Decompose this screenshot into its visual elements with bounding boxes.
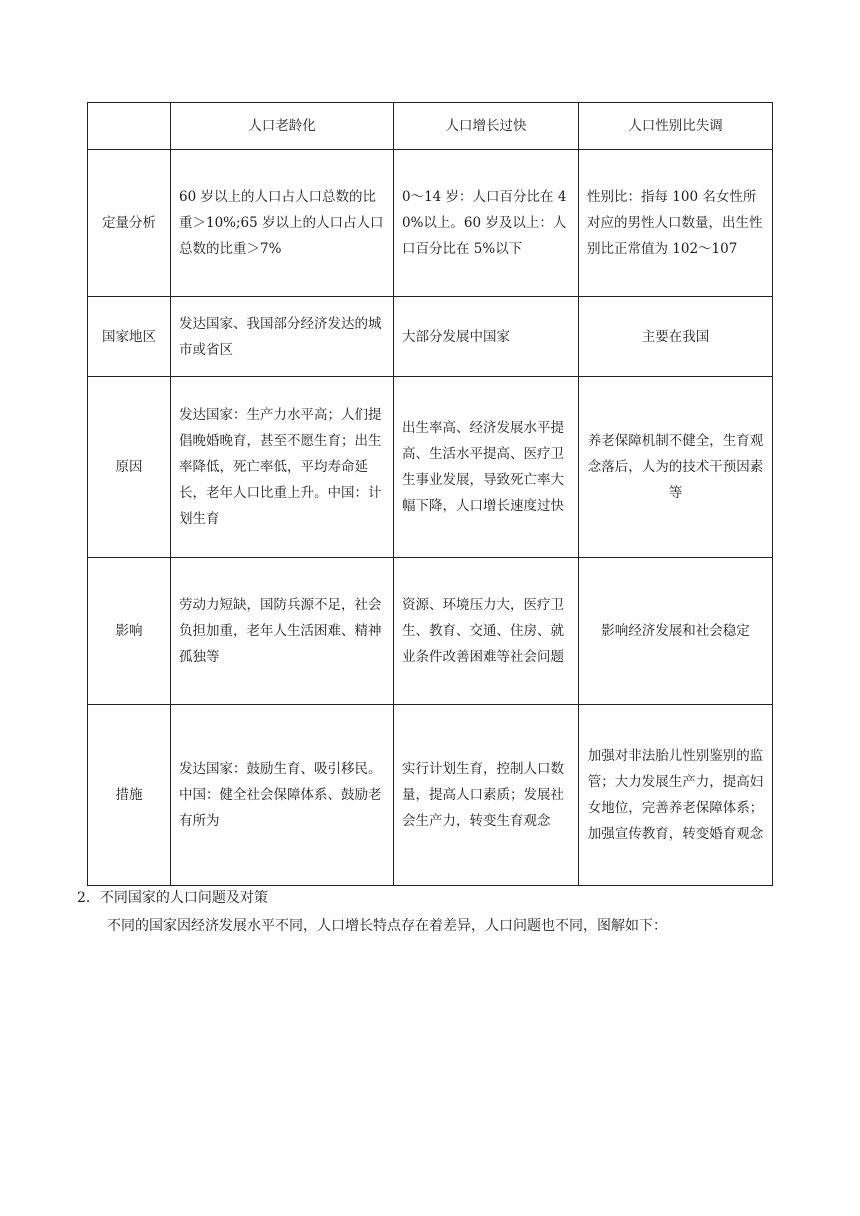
table-row [88,705,773,886]
table-cell: 主要在我国 [579,297,773,377]
table-cell: 大部分发展中国家 [394,297,579,377]
table-cell: 0～14 岁：人口百分比在 40%以上。60 岁及以上：人口百分比在 5%以下 [394,150,579,297]
table-cell: 劳动力短缺，国防兵源不足，社会负担加重，老年人生活困难、精神孤独等 [171,558,394,705]
table-cell: 出生率高、经济发展水平提高、生活水平提高、医疗卫生事业发展，导致死亡率大幅下降，人口增长速度过快 [394,377,579,558]
table-cell: 影响经济发展和社会稳定 [579,558,773,705]
table-cell: 发达国家：生产力水平高；人们提倡晚婚晚育，甚至不愿生育；出生率降低，死亡率低，平均寿命延长，老年人口比重上升。中国：计划生育 [171,377,394,558]
row-label: 影响 [88,558,171,705]
table-cell: 资源、环境压力大，医疗卫生、教育、交通、住房、就业条件改善困难等社会问题 [394,558,579,705]
header-cell-sex-ratio: 人口性别比失调 [579,103,773,150]
table-cell: 实行计划生育，控制人口数量，提高人口素质；发展社会生产力，转变生育观念 [394,705,579,886]
table-row [88,558,773,705]
row-label: 措施 [88,705,171,886]
population-problems-table [87,102,773,886]
table-cell [171,705,394,886]
table-cell: 60 岁以上的人口占人口总数的比重＞10%;65 岁以上的人口占人口总数的比重＞7% [171,150,394,297]
table-row [88,377,773,558]
measures-china: 中国：健全社会保障体系、鼓励老有所为 [179,787,382,829]
table-cell: 加强对非法胎儿性别鉴别的监管；大力发展生产力，提高妇女地位，完善养老保障体系；加强宣传教育，转变婚育观念 [579,705,773,886]
table-row [88,150,773,297]
table-row [88,297,773,377]
row-label: 定量分析 [88,150,171,297]
header-cell-aging: 人口老龄化 [171,103,394,150]
table-cell: 发达国家、我国部分经济发达的城市或省区 [171,297,394,377]
row-label: 原因 [88,377,171,558]
section-heading: 2．不同国家的人口问题及对策 [77,890,268,906]
section-paragraph: 不同的国家因经济发展水平不同，人口增长特点存在着差异，人口问题也不同，图解如下： [107,918,667,934]
table-cell: 性别比：指每 100 名女性所对应的男性人口数量，出生性别比正常值为 102～107 [579,150,773,297]
row-label: 国家地区 [88,297,171,377]
table-cell: 养老保障机制不健全，生育观念落后，人为的技术干预因素等 [579,377,773,558]
measures-developed: 发达国家：鼓励生育、吸引移民。 [179,761,382,777]
header-cell-empty [88,103,171,150]
table-header-row [88,103,773,150]
header-cell-rapid-growth: 人口增长过快 [394,103,579,150]
